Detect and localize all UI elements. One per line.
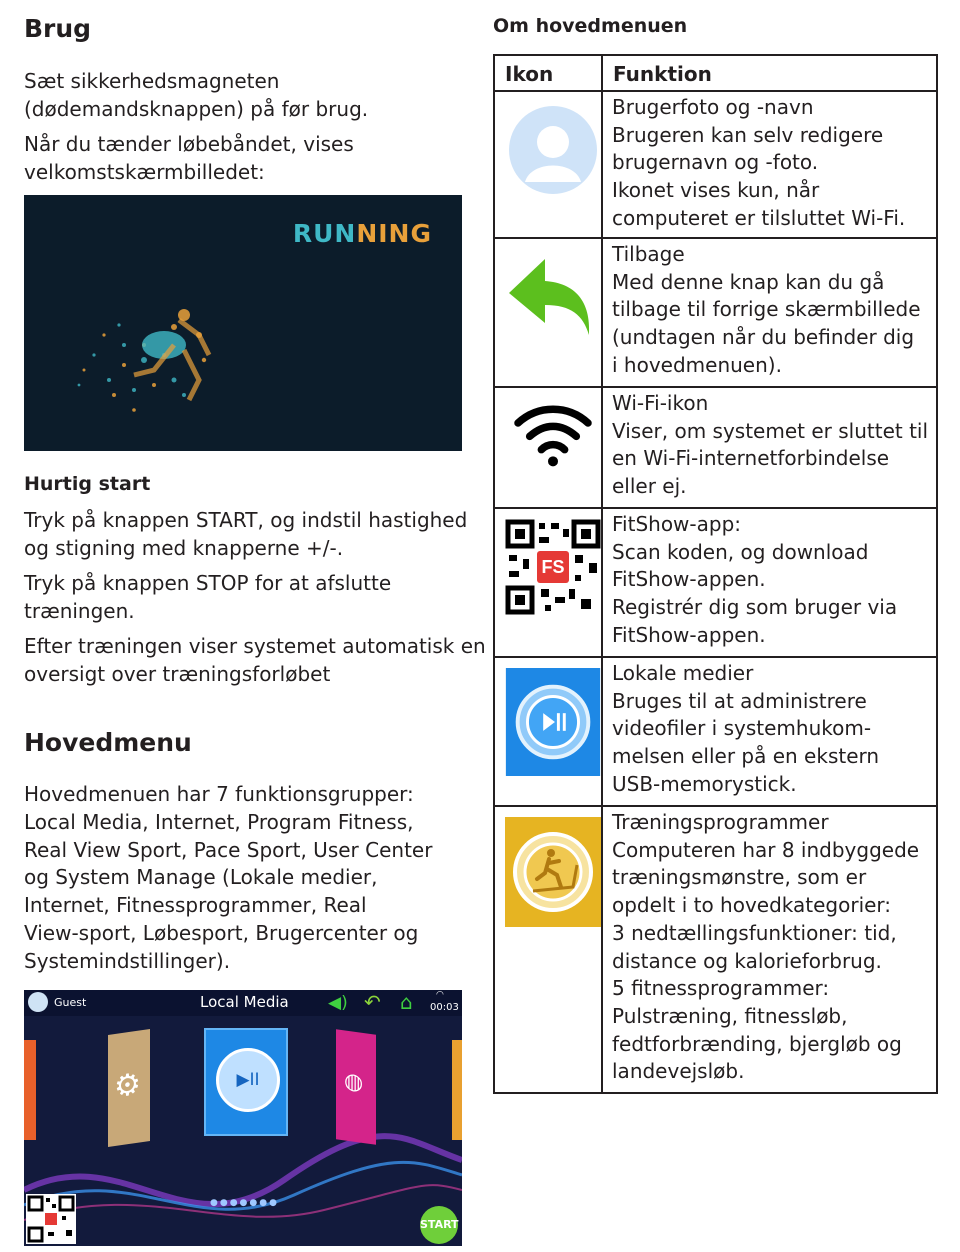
qr-code-icon[interactable] <box>26 1194 76 1244</box>
quick-start-paragraph-3: Efter træningen viser systemet automatisk en oversigt over træningsforløbet <box>24 634 486 686</box>
start-button[interactable]: START <box>420 1206 458 1244</box>
table-row: Lokale medier Bruges til at administrere videofiler i systemhukom- melsen eller på en ekstern USB-memorystick. <box>494 657 937 806</box>
wifi-icon <box>505 398 601 478</box>
welcome-screen-image <box>24 195 462 451</box>
table-row: Træningsprogrammer Computeren har 8 indbyggede træningsmønstre, som er opdelt i to hovedkategorier: 3 nedtællingsfunktioner: tid, distance og kalorieforbrug. 5 fitnessprogrammer: Pulstræning, fitnessløb, fedtforbrænding, bjergløb og landevejsløb. <box>494 806 937 1093</box>
page-dots: ●●●●●●● <box>210 1198 279 1208</box>
brug-paragraph-1: Sæt sikkerhedsmagneten (dødemandsknappen) på før brug. <box>24 69 369 121</box>
training-program-icon <box>505 817 601 927</box>
svg-text:FS: FS <box>541 557 565 577</box>
qr-code-icon <box>505 519 601 615</box>
back-arrow-icon <box>505 249 601 345</box>
menu-tile-internet[interactable] <box>336 1029 376 1145</box>
brug-paragraph-2: Når du tænder løbebåndet, vises velkomstskærmbilledet: <box>24 132 354 184</box>
avatar-icon[interactable] <box>28 992 48 1012</box>
menu-tile-right-edge[interactable] <box>452 1040 462 1140</box>
home-icon[interactable]: ⌂ <box>400 990 413 1014</box>
user-photo-icon <box>505 102 601 198</box>
main-menu-table <box>493 54 938 1094</box>
runner-illustration <box>24 195 462 451</box>
menu-tile-system[interactable] <box>108 1029 150 1147</box>
section-title-hovedmenu: Hovedmenu <box>24 728 192 757</box>
user-name: Guest <box>54 996 87 1009</box>
volume-icon[interactable]: ◀) <box>328 993 348 1013</box>
column-header-icon: Ikon <box>494 55 602 91</box>
gear-icon: ⚙ <box>114 1066 141 1106</box>
wifi-icon: ◠ <box>436 990 444 1000</box>
table-row: Wi-Fi-ikon Viser, om systemet er sluttet til en Wi-Fi-internetforbindelse eller ej. <box>494 387 937 508</box>
hovedmenu-paragraph: Hovedmenuen har 7 funktionsgrupper: Local Media, Internet, Program Fitness, Real View Sport, Pace Sport, User Center og System Manage (Lokale medier, Internet, Fitnessprogrammer, Real View-sport, Løbesport, Brugercenter og Systemindstillinger). <box>24 782 433 973</box>
table-row: Brugerfoto og -navn Brugeren kan selv redigere brugernavn og -foto. Ikonet vises kun, når computeret er tilsluttet Wi-Fi. <box>494 91 937 238</box>
running-logo: RUNNING <box>292 219 432 248</box>
table-row: Tilbage Med denne knap kan du gå tilbage til forrige skærmbillede (undtagen når du befinder dig i hovedmenuen). <box>494 238 937 387</box>
back-arrow-icon[interactable]: ↶ <box>364 990 381 1014</box>
quick-start-paragraph-2: Tryk på knappen STOP for at afslutte træningen. <box>24 571 392 623</box>
table-header-row <box>494 55 937 91</box>
quick-start-paragraph-1: Tryk på knappen START, og indstil hastighed og stigning med knapperne +/-. <box>24 508 468 560</box>
globe-icon: ◍ <box>344 1068 364 1097</box>
column-header-function: Funktion <box>602 55 937 91</box>
play-pause-icon: ▶II <box>216 1048 280 1112</box>
section-title-brug: Brug <box>24 14 92 43</box>
clock: 00:03 <box>430 1002 459 1013</box>
table-heading: Om hovedmenuen <box>493 15 688 37</box>
menu-tile-left-edge[interactable] <box>24 1040 36 1140</box>
quick-start-title: Hurtig start <box>24 473 151 495</box>
menu-tile-local-media[interactable] <box>204 1028 288 1136</box>
screen-title: Local Media <box>200 993 289 1011</box>
local-media-screen <box>24 990 462 1246</box>
table-row: FS FitShow-app: Scan koden, og download FitShow-appen. Registrér dig som bruger via FitShow-appen. <box>494 508 937 657</box>
local-media-icon <box>505 668 601 776</box>
